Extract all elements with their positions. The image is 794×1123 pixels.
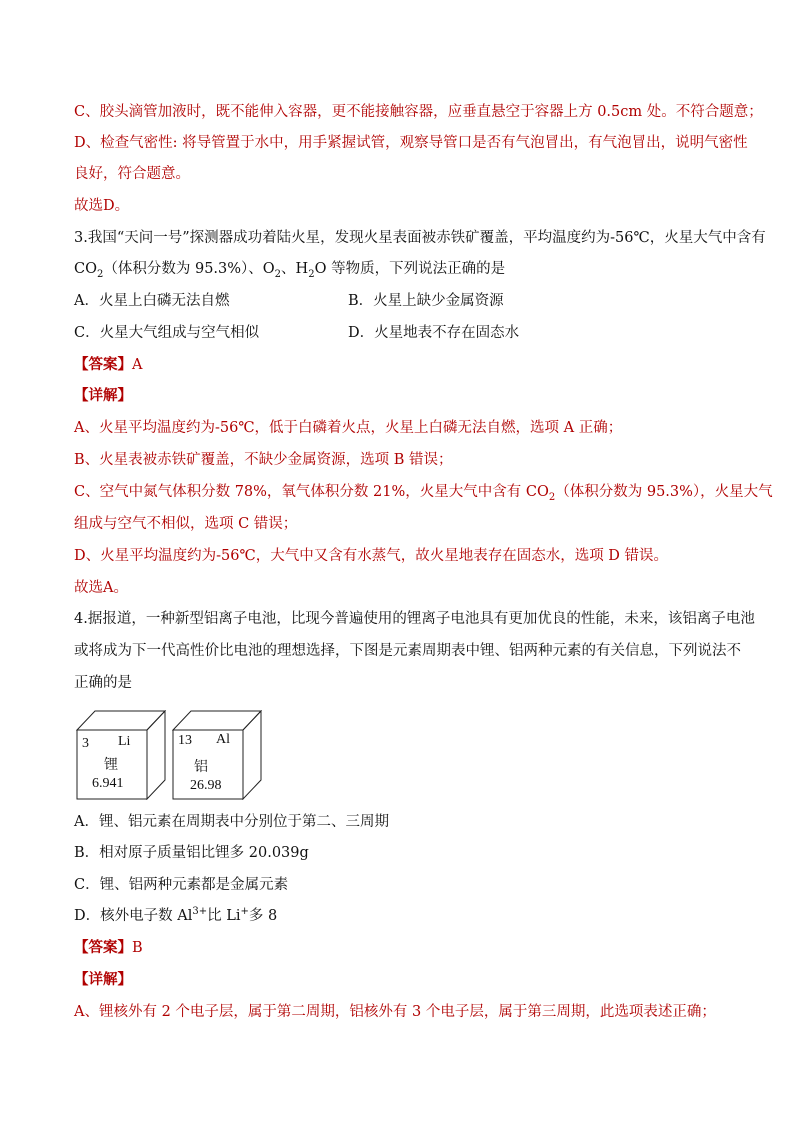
aluminium-symbol: Al — [216, 732, 230, 747]
lithium-name: 锂 — [104, 758, 118, 773]
conclusion-q2: 故选D。 — [74, 198, 130, 214]
q4-option-c: C．锂、铝两种元素都是金属元素 — [74, 877, 289, 893]
q3-explain-c-line2: 组成与空气不相似，选项 C 错误； — [74, 516, 298, 532]
q3-option-a: A．火星上白磷无法自燃 — [74, 293, 230, 309]
q4-option-b: B．相对原子质量铝比锂多 20.039g — [74, 845, 309, 861]
lithium-atomic-number: 3 — [82, 736, 89, 751]
option-d-explanation-line1: D、检查气密性: 将导管置于水中，用手紧握试管，观察导管口是否有气泡冒出，有气泡冒出，说明气密性 — [74, 135, 748, 151]
aluminium-mass: 26.98 — [190, 778, 222, 793]
q4-option-a: A．锂、铝元素在周期表中分别位于第二、三周期 — [74, 814, 389, 830]
lithium-mass: 6.941 — [92, 776, 124, 791]
q3-conclusion: 故选A。 — [74, 580, 128, 596]
lithium-symbol: Li — [118, 734, 131, 749]
q3-answer: 【答案】A — [74, 356, 143, 373]
q4-answer: 【答案】B — [74, 939, 143, 956]
q3-option-b: B．火星上缺少金属资源 — [348, 293, 504, 309]
aluminium-name: 铝 — [194, 760, 208, 775]
q3-explain-a: A、火星平均温度约为-56℃，低于白磷着火点，火星上白磷无法自燃，选项 A 正确； — [74, 420, 623, 436]
lithium-element-card — [76, 710, 166, 800]
q3-detail-tag: 【详解】 — [74, 387, 132, 404]
q4-stem-line1: 4.据报道，一种新型铝离子电池，比现今普遍使用的锂离子电池具有更加优良的性能，未来，该铝离子电池 — [74, 611, 755, 627]
q4-option-d: D．核外电子数 $Al^{3+}$比 Li+多 8 — [74, 906, 278, 924]
aluminium-element-card — [172, 710, 262, 800]
q3-explain-d: D、火星平均温度约为-56℃，大气中又含有水蒸气，故火星地表存在固态水，选项 D 错误。 — [74, 548, 669, 564]
q3-explain-b: B、火星表被赤铁矿覆盖，不缺少金属资源，选项 B 错误； — [74, 452, 453, 468]
q4-stem-line3: 正确的是 — [74, 675, 132, 691]
q4-detail-tag: 【详解】 — [74, 971, 132, 988]
option-d-explanation-line2: 良好，符合题意。 — [74, 166, 190, 182]
q3-option-d: D．火星地表不存在固态水 — [348, 325, 520, 341]
q3-explain-c-line1: C、空气中氮气体积分数 78%，氧气体积分数 21%，火星大气中含有 $CO_2$（体积分数为 95.3%），火星大气 — [74, 484, 773, 503]
q4-explain-a: A、锂核外有 2 个电子层，属于第二周期，铝核外有 3 个电子层，属于第三周期，此选项表述正确； — [74, 1004, 716, 1020]
q3-option-c: C．火星大气组成与空气相似 — [74, 325, 260, 341]
option-c-explanation: C、胶头滴管加液时，既不能伸入容器，更不能接触容器，应垂直悬空于容器上方 0.5cm 处。不符合题意； — [74, 104, 763, 120]
q4-stem-line2: 或将成为下一代高性价比电池的理想选择，下图是元素周期表中锂、铝两种元素的有关信息，下列说法不 — [74, 643, 741, 659]
aluminium-atomic-number: 13 — [178, 733, 192, 748]
q3-stem-line2: $CO_2$（体积分数为 95.3%）、$O_2$、$H_2O$ 等物质，下列说法正确的是 — [74, 261, 506, 280]
q3-stem-line1: 3.我国“天问一号”探测器成功着陆火星，发现火星表面被赤铁矿覆盖，平均温度约为-56℃，火星大气中含有 — [74, 230, 766, 246]
